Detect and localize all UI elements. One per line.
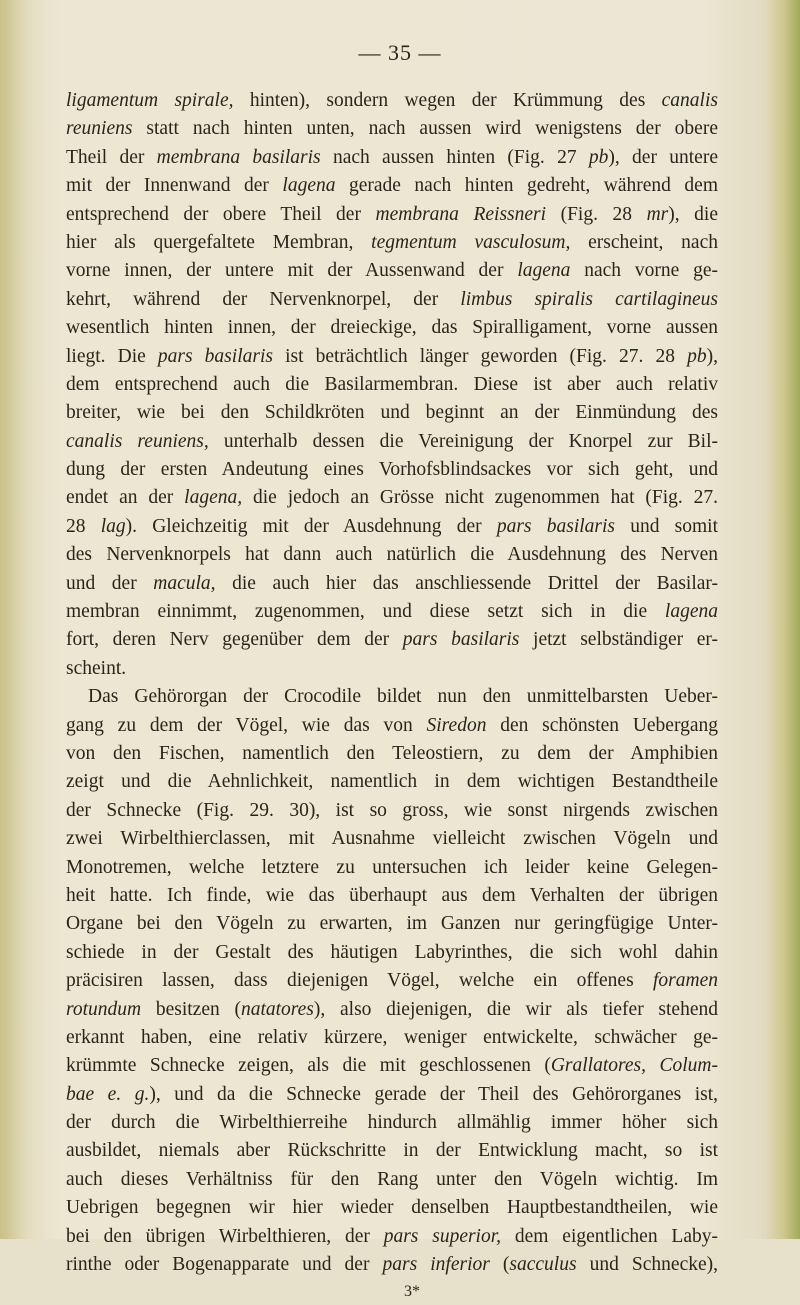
text-line: wesentlich hinten innen, der dreieckige, das Spiralligament, vorne aussen — [66, 317, 718, 339]
text-line: mit der Innenwand der lagena gerade nach hinten gedreht, während dem — [66, 175, 718, 197]
page-edge-right — [766, 0, 800, 1239]
page-number: — 35 — — [358, 40, 442, 65]
text-lines — [66, 87, 718, 1279]
text-line: bae e. g.), und da die Schnecke gerade der Theil des Gehörorganes ist, — [66, 1083, 718, 1105]
text-line: Das Gehörorgan der Crocodile bildet nun den unmittelbarsten Ueber- — [88, 686, 718, 708]
signature-mark: 3* — [404, 1283, 420, 1301]
text-line: der durch die Wirbelthierreihe hindurch allmählig immer höher sich — [66, 1112, 718, 1134]
text-line: canalis reuniens, unterhalb dessen die Vereinigung der Knorpel zur Bil- — [66, 430, 718, 452]
text-line: ligamentum spirale, hinten), sondern wegen der Krümmung des canalis — [66, 90, 718, 111]
text-line: heit hatte. Ich finde, wie das überhaupt aus dem Verhalten der übrigen — [66, 884, 718, 906]
text-line: dung der ersten Andeutung eines Vorhofsblindsackes vor sich geht, und — [66, 459, 718, 481]
text-line: dem entsprechend auch die Basilarmembran. Diese ist aber auch relativ — [66, 373, 718, 395]
text-line: vorne innen, der untere mit der Aussenwand der lagena nach vorne ge- — [66, 260, 718, 282]
text-line: Theil der membrana basilaris nach aussen hinten (Fig. 27 pb), der untere — [66, 146, 718, 168]
text-line: zeigt und die Aehnlichkeit, namentlich in dem wichtigen Bestandtheile — [66, 771, 718, 793]
text-line: Organe bei den Vögeln zu erwarten, im Ganzen nur geringfügige Unter- — [66, 913, 718, 935]
text-line: und der macula, die auch hier das anschliessende Drittel der Basilar- — [66, 572, 718, 594]
text-line: gang zu dem der Vögel, wie das von Siredon den schönsten Uebergang — [66, 714, 718, 736]
text-line: zwei Wirbelthierclassen, mit Ausnahme vielleicht zwischen Vögeln und — [66, 828, 718, 850]
text-line: fort, deren Nerv gegenüber dem der pars basilaris jetzt selbständiger er- — [66, 629, 718, 651]
text-line: rotundum besitzen (natatores), also diejenigen, die wir als tiefer stehend — [66, 998, 718, 1020]
text-line: rinthe oder Bogenapparate und der pars inferior (sacculus und Schnecke), — [66, 1254, 718, 1276]
text-line: liegt. Die pars basilaris ist beträchtlich länger geworden (Fig. 27. 28 pb), — [66, 345, 718, 367]
text-line: von den Fischen, namentlich den Teleostiern, zu dem der Amphibien — [66, 742, 718, 764]
text-line: erkannt haben, eine relativ kürzere, weniger entwickelte, schwächer ge- — [66, 1026, 718, 1048]
text-line: scheint. — [66, 657, 127, 679]
text-line: krümmte Schnecke zeigen, als die mit geschlossenen (Grallatores, Colum- — [66, 1055, 718, 1077]
text-line: hier als quergefaltete Membran, tegmentum vasculosum, erscheint, nach — [66, 231, 718, 253]
text-line: schiede in der Gestalt des häutigen Labyrinthes, die sich wohl dahin — [66, 941, 718, 963]
text-line: bei den übrigen Wirbelthieren, der pars superior, dem eigentlichen Laby- — [66, 1225, 718, 1247]
text-line: des Nervenknorpels hat dann auch natürlich die Ausdehnung des Nerven — [66, 544, 718, 566]
text-line: entsprechend der obere Theil der membrana Reissneri (Fig. 28 mr), die — [66, 203, 718, 225]
text-line: der Schnecke (Fig. 29. 30), ist so gross, wie sonst nirgends zwischen — [66, 799, 718, 821]
text-line: auch dieses Verhältniss für den Rang unter den Vögeln wichtig. Im — [66, 1168, 718, 1190]
text-line: kehrt, während der Nervenknorpel, der limbus spiralis cartilagineus — [66, 288, 718, 310]
text-line: Monotremen, welche letztere zu untersuchen ich leider keine Gelegen- — [66, 856, 718, 878]
text-line: ausbildet, niemals aber Rückschritte in der Entwicklung macht, so ist — [66, 1140, 718, 1162]
text-line: endet an der lagena, die jedoch an Grösse nicht zugenommen hat (Fig. 27. — [66, 487, 718, 509]
text-line: präcisiren lassen, dass diejenigen Vögel, welche ein offenes foramen — [66, 970, 718, 992]
page-edge-left — [0, 0, 46, 1239]
text-line: reuniens statt nach hinten unten, nach aussen wird wenigstens der obere — [66, 118, 718, 140]
text-line: 28 lag). Gleichzeitig mit der Ausdehnung der pars basilaris und somit — [66, 515, 718, 537]
text-line: membran einnimmt, zugenommen, und diese setzt sich in die lagena — [66, 601, 718, 623]
text-line: Uebrigen begegnen wir hier wieder denselben Hauptbestandtheilen, wie — [66, 1197, 718, 1219]
text-line: breiter, wie bei den Schildkröten und beginnt an der Einmündung des — [66, 402, 718, 424]
body-text — [66, 87, 718, 1305]
